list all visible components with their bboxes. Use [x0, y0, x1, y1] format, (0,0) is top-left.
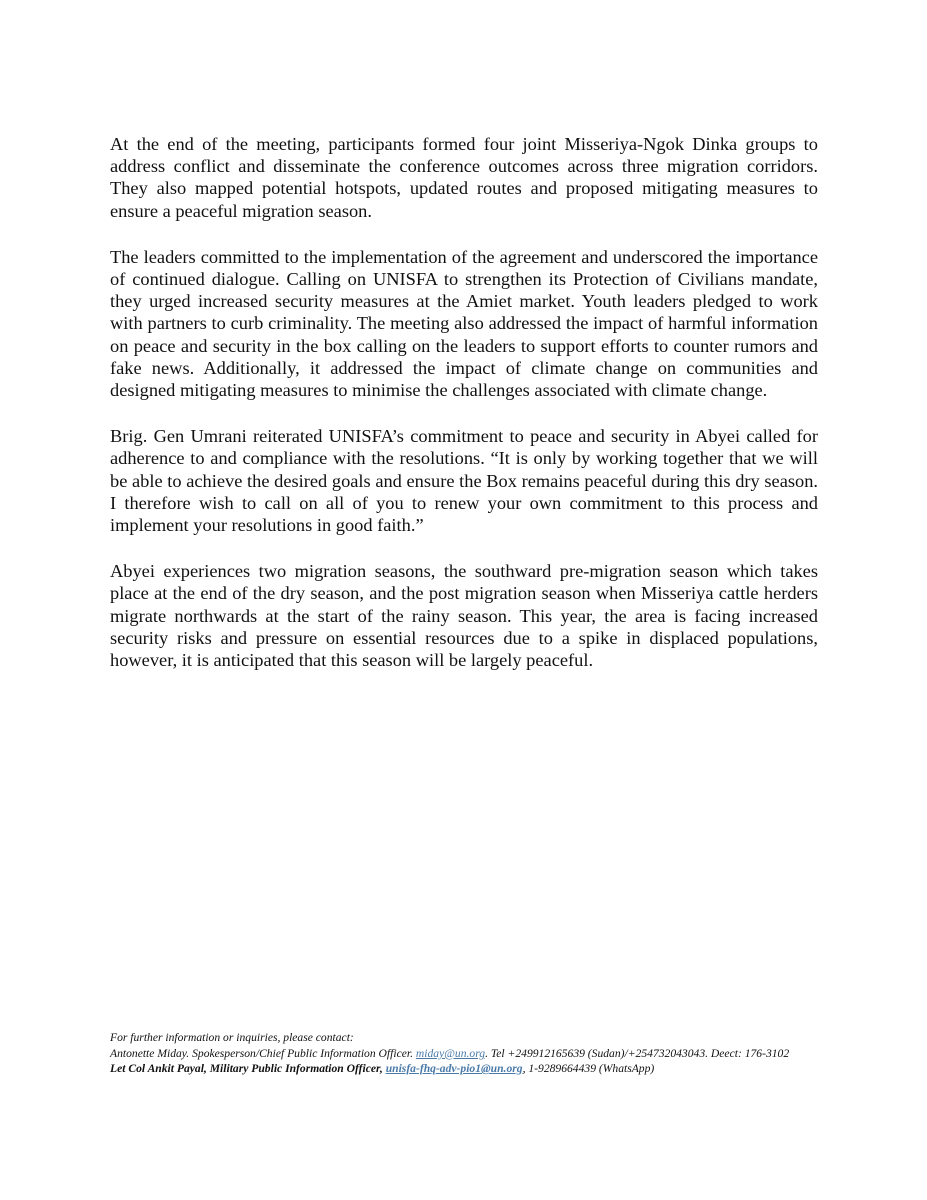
- contact-person-2-email-link[interactable]: unisfa-fhq-adv-pio1@un.org: [385, 1062, 523, 1076]
- contact-block: [110, 1030, 830, 1077]
- contact-person-1-name: Antonette Miday. Spokesperson/Chief Public Information Officer.: [110, 1046, 413, 1060]
- paragraph-leaders-commitment: The leaders committed to the implementation of the agreement and underscored the importance of continued dialogue. Calling on UNISFA to strengthen its Protection of Civilians mandate, they urged increased security measures at the Amiet market. Youth leaders pledged to work with partners to curb criminality. The meeting also addressed the impact of harmful information on peace and security in the box calling on the leaders to support efforts to counter rumors and fake news. Additionally, it addressed the impact of climate change on communities and designed mitigating measures to minimise the challenges associated with climate change.: [110, 246, 818, 401]
- paragraph-meeting-outcomes: At the end of the meeting, participants formed four joint Misseriya-Ngok Dinka groups to address conflict and disseminate the conference outcomes across three migration corridors. They also mapped potential hotspots, updated routes and proposed mitigating measures to ensure a peaceful migration season.: [110, 134, 818, 221]
- contact-intro: For further information or inquiries, please contact:: [110, 1031, 354, 1044]
- paragraph-migration-seasons: Abyei experiences two migration seasons, the southward pre-migration season which takes place at the end of the dry season, and the post migration season when Misseriya cattle herders migrate northwards at the start of the rainy season. This year, the area is facing increased security risks and pressure on essential resources due to a spike in displaced populations, however, it is anticipated that this season will be largely peaceful.: [110, 561, 818, 671]
- contact-person-1-email-link[interactable]: miday@un.org: [415, 1046, 486, 1060]
- contact-person-2-phone: , 1-9289664439 (WhatsApp): [522, 1062, 655, 1076]
- contact-person-1: [110, 1046, 830, 1062]
- contact-person-1-phone: . Tel +249912165639 (Sudan)/+254732043043. Deect: 176-3102: [485, 1046, 790, 1060]
- document-body: [110, 133, 818, 671]
- contact-person-2: [110, 1061, 830, 1077]
- contact-person-2-name: Let Col Ankit Payal, Military Public Information Officer,: [110, 1062, 383, 1076]
- paragraph-umrani-statement: Brig. Gen Umrani reiterated UNISFA’s commitment to peace and security in Abyei called for adherence to and compliance with the resolutions. “It is only by working together that we will be able to achieve the desired goals and ensure the Box remains peaceful during this dry season. I therefore wish to call on all of you to renew your own commitment to this process and implement your resolutions in good faith.”: [110, 426, 818, 536]
